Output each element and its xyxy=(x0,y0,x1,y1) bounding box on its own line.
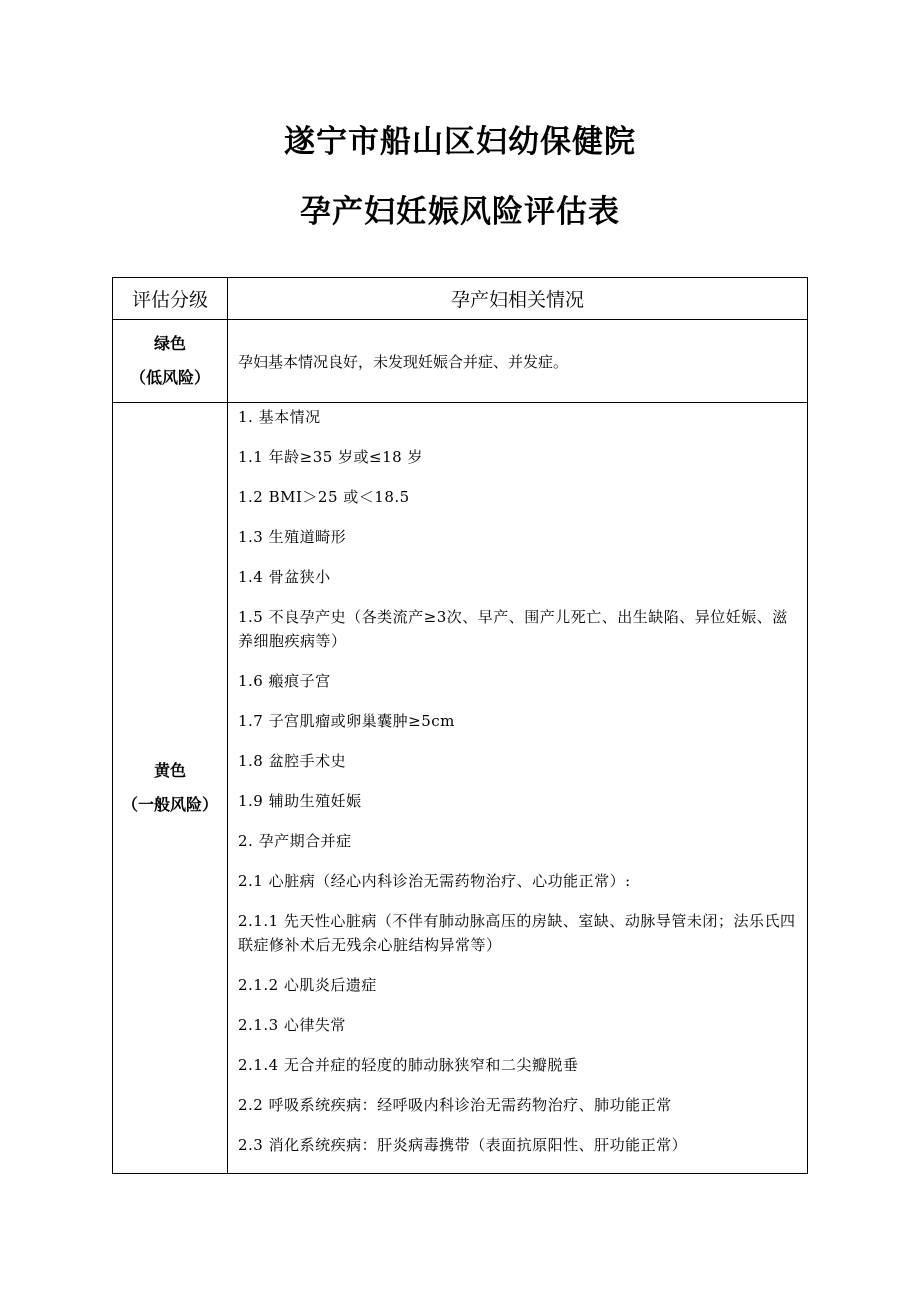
list-item: 1.4 骨盆狭小 xyxy=(238,568,331,586)
list-item: 1.6 瘢痕子宫 xyxy=(238,672,331,690)
list-item: 2.1.4 无合并症的轻度的肺动脉狭窄和二尖瓣脱垂 xyxy=(238,1056,579,1074)
list-item: 1.9 辅助生殖妊娠 xyxy=(238,792,362,810)
list-item: 2.1.2 心肌炎后遗症 xyxy=(238,976,377,994)
list-item: 2.1.1 先天性心脏病（不伴有肺动脉高压的房缺、室缺、动脉导管未闭；法乐氏四联症修补术后无残余心脏结构异常等） xyxy=(238,912,796,954)
list-item: 1.2 BMI＞25 或＜18.5 xyxy=(238,488,410,506)
document-title: 遂宁市船山区妇幼保健院 xyxy=(284,124,636,160)
list-item: 1.5 不良孕产史（各类流产≥3次、早产、围产儿死亡、出生缺陷、异位妊娠、滋养细胞疾病等） xyxy=(238,608,788,650)
list-item: 1.8 盆腔手术史 xyxy=(238,752,347,770)
list-item: 1.1 年龄≥35 岁或≤18 岁 xyxy=(238,448,423,466)
list-item: 2.3 消化系统疾病：肝炎病毒携带（表面抗原阳性、肝功能正常） xyxy=(238,1136,688,1154)
yellow-items-cell xyxy=(228,403,808,1174)
header-situation: 孕产妇相关情况 xyxy=(228,278,808,320)
list-item: 2.1.3 心律失常 xyxy=(238,1016,346,1034)
level-yellow-label: 黄色 xyxy=(153,761,186,780)
level-green-risk: （低风险） xyxy=(129,368,210,387)
list-item: 2.2 呼吸系统疾病：经呼吸内科诊治无需药物治疗、肺功能正常 xyxy=(238,1096,672,1114)
list-item: 1.3 生殖道畸形 xyxy=(238,528,347,546)
level-green-cell xyxy=(113,320,228,403)
risk-assessment-table xyxy=(112,277,808,1174)
header-level: 评估分级 xyxy=(113,278,228,320)
table-row-green xyxy=(113,320,808,403)
table-row-yellow xyxy=(113,403,808,1174)
list-item: 1.7 子宫肌瘤或卵巢囊肿≥5cm xyxy=(238,712,455,730)
list-item: 2.1 心脏病（经心内科诊治无需药物治疗、心功能正常）: xyxy=(238,872,631,890)
table-header-row xyxy=(113,278,808,320)
form-title: 孕产妇妊娠风险评估表 xyxy=(300,194,620,230)
green-description: 孕妇基本情况良好，未发现妊娠合并症、并发症。 xyxy=(228,320,808,403)
level-yellow-cell xyxy=(113,403,228,1174)
level-yellow-risk: （一般风险） xyxy=(121,795,218,814)
level-green-label: 绿色 xyxy=(153,334,186,353)
list-item: 2. 孕产期合并症 xyxy=(238,832,352,850)
list-item: 1. 基本情况 xyxy=(238,408,321,426)
